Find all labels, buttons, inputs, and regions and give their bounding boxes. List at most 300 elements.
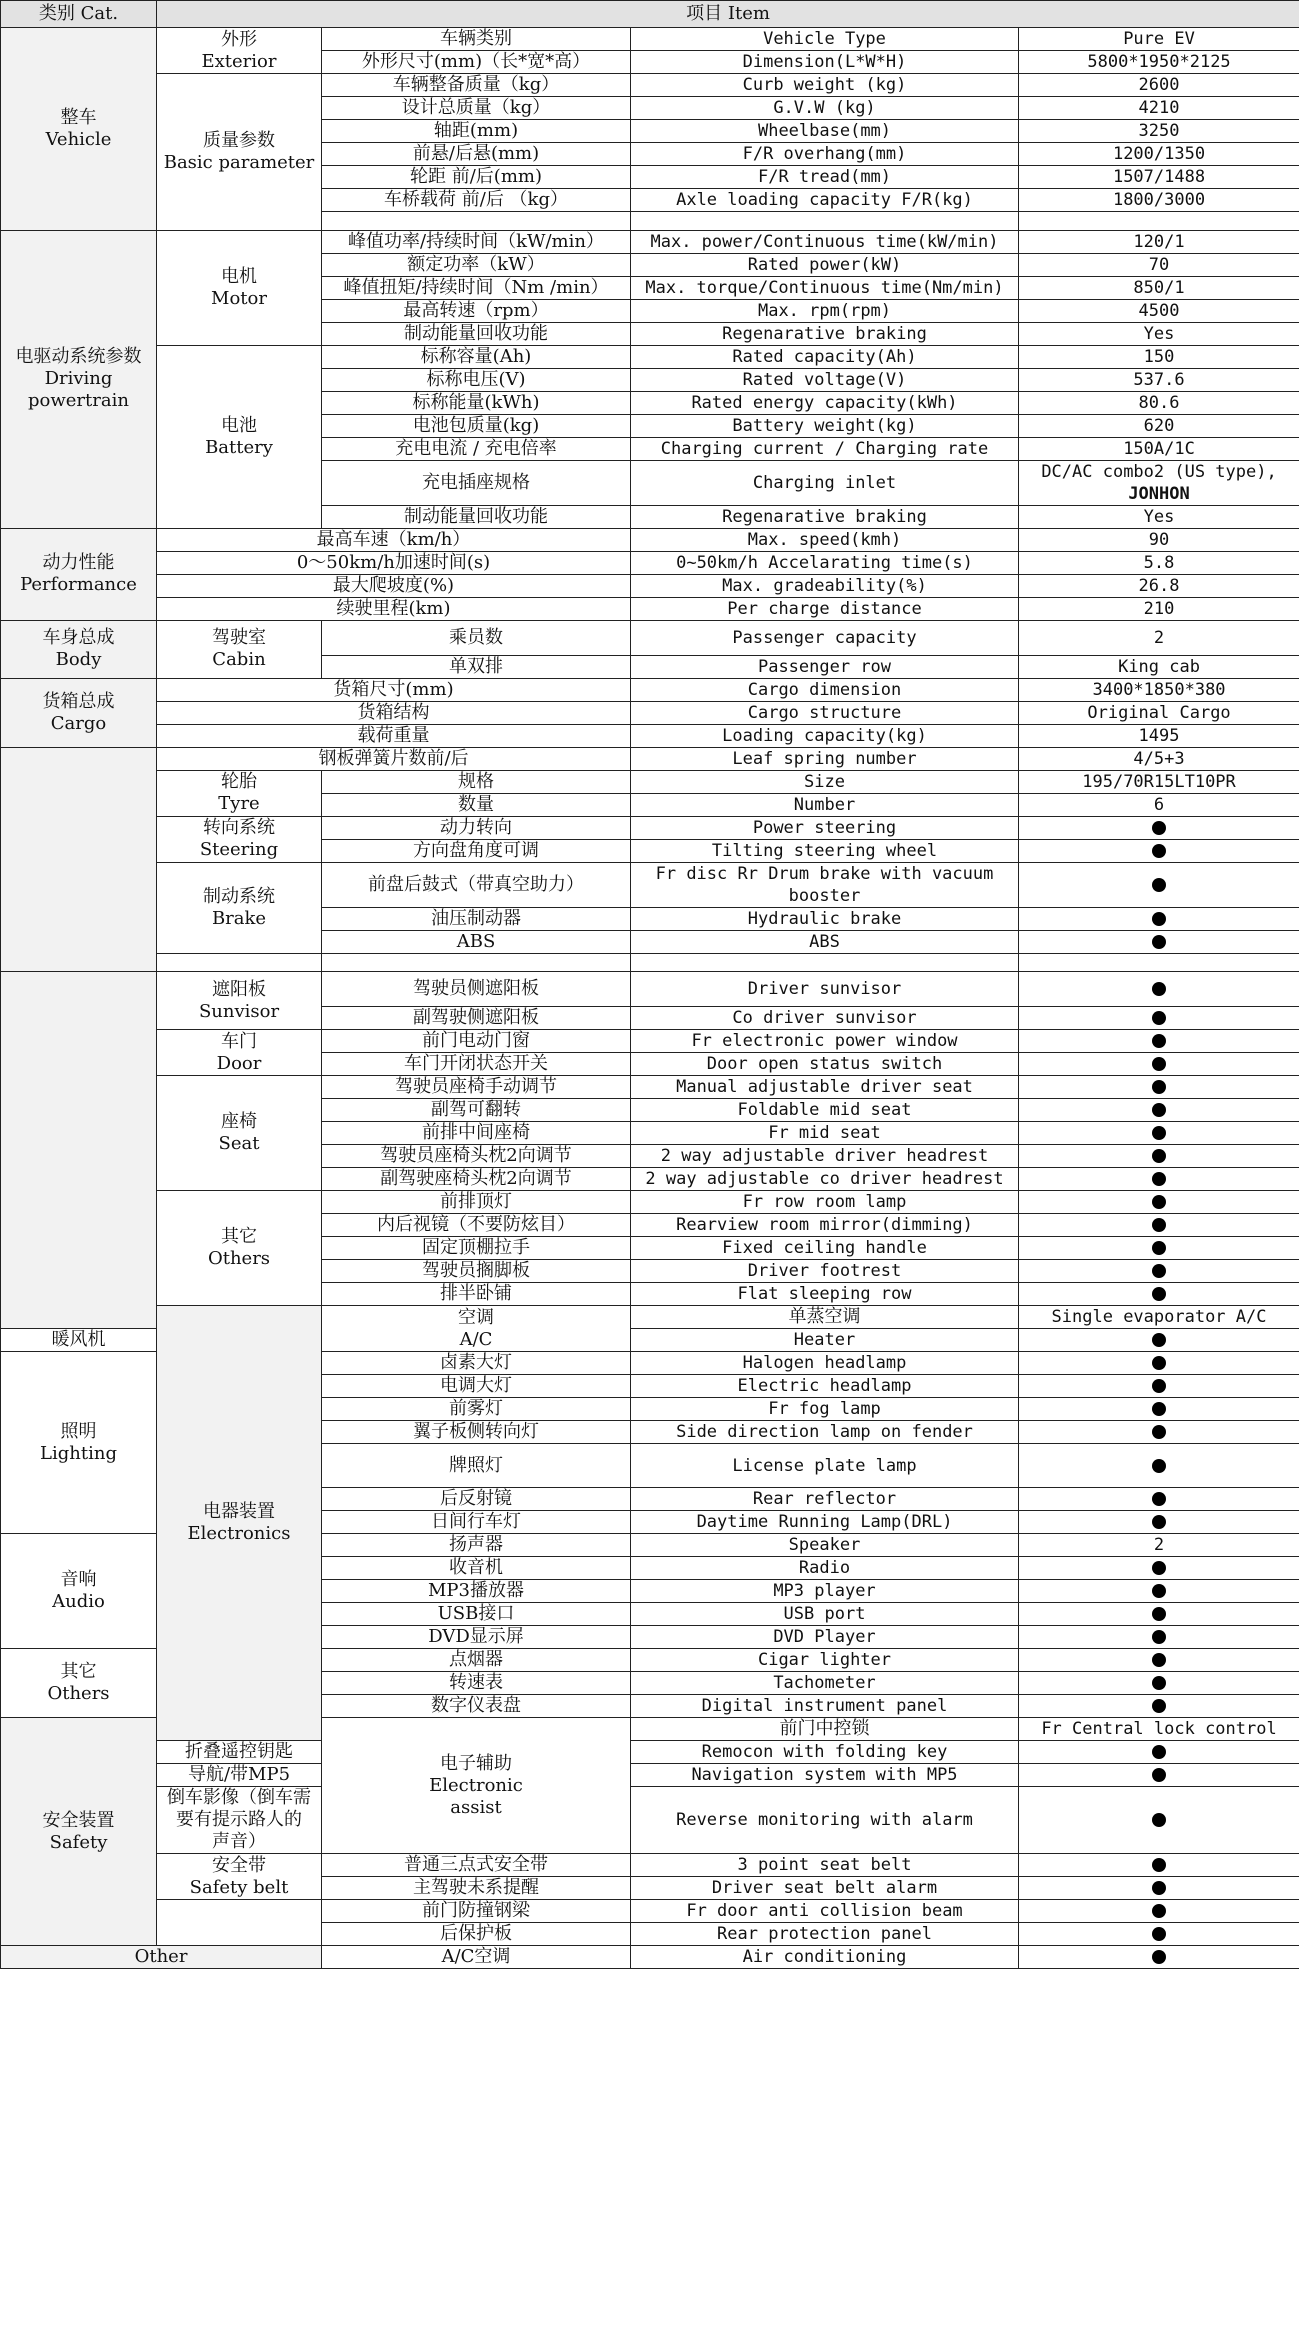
item-value: 210	[1019, 597, 1299, 620]
item-cn: 0～50km/h加速时间(s)	[157, 551, 631, 574]
filled-dot-icon	[1152, 1653, 1166, 1667]
item-value	[1019, 1923, 1299, 1946]
item-cn: 副驾驶座椅头枕2向调节	[322, 1168, 631, 1191]
item-cn: 前盘后鼓式（带真空助力）	[322, 862, 631, 907]
item-en: Rated voltage(V)	[631, 368, 1019, 391]
item-en: Size	[631, 770, 1019, 793]
item-value: 2	[1019, 620, 1299, 655]
item-en: Max. gradeability(%)	[631, 574, 1019, 597]
item-cn: 卤素大灯	[322, 1352, 631, 1375]
item-value: 26.8	[1019, 574, 1299, 597]
spec-row	[1, 74, 1299, 97]
item-en: Single evaporator A/C	[1019, 1306, 1299, 1329]
item-value: King cab	[1019, 655, 1299, 678]
spec-row	[1, 1854, 1299, 1877]
subcategory-cell: 驾驶室 Cabin	[157, 620, 322, 678]
item-value: 150A/1C	[1019, 437, 1299, 460]
item-cn: 倒车影像（倒车需要有提示路人的 声音）	[157, 1787, 322, 1854]
filled-dot-icon	[1152, 1425, 1166, 1439]
subcategory-cell: 质量参数 Basic parameter	[157, 74, 322, 231]
category-cell: 安全装置 Safety	[1, 1718, 157, 1946]
item-cn: 钢板弹簧片数前/后	[157, 747, 631, 770]
item-cn: 前排中间座椅	[322, 1122, 631, 1145]
item-value: 80.6	[1019, 391, 1299, 414]
filled-dot-icon	[1152, 1034, 1166, 1048]
item-cn	[157, 953, 322, 972]
filled-dot-icon	[1152, 1492, 1166, 1506]
spec-row	[1, 953, 1299, 972]
filled-dot-icon	[1152, 1333, 1166, 1347]
item-value	[1019, 1099, 1299, 1122]
subcategory-cell: 制动系统 Brake	[157, 862, 322, 953]
item-cn: 峰值扭矩/持续时间（Nm /min）	[322, 276, 631, 299]
item-cn: 充电电流 / 充电倍率	[322, 437, 631, 460]
item-cn: A/C空调	[322, 1946, 631, 1969]
item-value	[1019, 1580, 1299, 1603]
item-cn: 转速表	[322, 1672, 631, 1695]
item-value	[1019, 972, 1299, 1007]
item-value: 6	[1019, 793, 1299, 816]
item-en: Reverse monitoring with alarm	[631, 1787, 1019, 1854]
item-value: 3400*1850*380	[1019, 678, 1299, 701]
item-cn: 点烟器	[322, 1649, 631, 1672]
spec-row	[1, 528, 1299, 551]
filled-dot-icon	[1152, 1080, 1166, 1094]
item-cn: 固定顶棚拉手	[322, 1237, 631, 1260]
filled-dot-icon	[1152, 1584, 1166, 1598]
item-en: DVD Player	[631, 1626, 1019, 1649]
filled-dot-icon	[1152, 1676, 1166, 1690]
item-cn: 制动能量回收功能	[322, 505, 631, 528]
filled-dot-icon	[1152, 1927, 1166, 1941]
item-en: Charging inlet	[631, 460, 1019, 505]
item-value	[1019, 1603, 1299, 1626]
item-value	[1019, 1672, 1299, 1695]
item-en: Daytime Running Lamp(DRL)	[631, 1511, 1019, 1534]
item-cn: 翼子板侧转向灯	[322, 1421, 631, 1444]
subcategory-cell: 空调 A/C	[322, 1306, 631, 1352]
item-en: Rear reflector	[631, 1488, 1019, 1511]
item-value: DC/AC combo2 (US type), JONHON	[1019, 460, 1299, 505]
item-en: Passenger capacity	[631, 620, 1019, 655]
item-en: Dimension(L*W*H)	[631, 51, 1019, 74]
item-en: F/R overhang(mm)	[631, 143, 1019, 166]
item-cn: 前门中控锁	[631, 1718, 1019, 1741]
item-cn: 收音机	[322, 1557, 631, 1580]
subcategory-cell: 轮胎 Tyre	[157, 770, 322, 816]
spec-row	[1, 551, 1299, 574]
item-cn: 电调大灯	[322, 1375, 631, 1398]
item-cn: 数量	[322, 793, 631, 816]
item-en: Rear protection panel	[631, 1923, 1019, 1946]
subcategory-cell: 照明 Lighting	[1, 1352, 157, 1534]
item-en: Rated capacity(Ah)	[631, 345, 1019, 368]
item-cn: 暖风机	[1, 1329, 157, 1352]
subcategory-cell: 音响 Audio	[1, 1534, 157, 1649]
item-cn: 续驶里程(km)	[157, 597, 631, 620]
item-en: Battery weight(kg)	[631, 414, 1019, 437]
item-cn: 货箱尺寸(mm)	[157, 678, 631, 701]
spec-row	[1, 972, 1299, 1007]
item-value	[1019, 1421, 1299, 1444]
item-en: Digital instrument panel	[631, 1695, 1019, 1718]
item-value	[1019, 816, 1299, 839]
item-en: Fixed ceiling handle	[631, 1237, 1019, 1260]
item-value: 1507/1488	[1019, 166, 1299, 189]
spec-row	[1, 597, 1299, 620]
item-value	[1019, 1511, 1299, 1534]
item-en: 3 point seat belt	[631, 1854, 1019, 1877]
item-en: USB port	[631, 1603, 1019, 1626]
item-en: Fr door anti collision beam	[631, 1900, 1019, 1923]
subcategory-cell: 转向系统 Steering	[157, 816, 322, 862]
spec-row	[1, 1900, 1299, 1923]
item-value	[1019, 1764, 1299, 1787]
item-cn: 标称能量(kWh)	[322, 391, 631, 414]
item-en: MP3 player	[631, 1580, 1019, 1603]
item-en: 2 way adjustable driver headrest	[631, 1145, 1019, 1168]
filled-dot-icon	[1152, 1950, 1166, 1964]
item-en: Fr disc Rr Drum brake with vacuum booster	[631, 862, 1019, 907]
item-cn: 副驾可翻转	[322, 1099, 631, 1122]
item-value	[1019, 1352, 1299, 1375]
item-value	[1019, 1214, 1299, 1237]
filled-dot-icon	[1152, 1813, 1166, 1827]
item-cn: 标称容量(Ah)	[322, 345, 631, 368]
spec-row	[1, 1030, 1299, 1053]
item-en: Tilting steering wheel	[631, 839, 1019, 862]
item-en: ABS	[631, 930, 1019, 953]
item-en: Power steering	[631, 816, 1019, 839]
item-cn: 后保护板	[322, 1923, 631, 1946]
item-cn: 载荷重量	[157, 724, 631, 747]
filled-dot-icon	[1152, 1904, 1166, 1918]
item-en: Max. torque/Continuous time(Nm/min)	[631, 276, 1019, 299]
item-value	[1019, 1053, 1299, 1076]
item-value: Original Cargo	[1019, 701, 1299, 724]
item-en: Hydraulic brake	[631, 907, 1019, 930]
item-cn: 油压制动器	[322, 907, 631, 930]
item-cn: 前排顶灯	[322, 1191, 631, 1214]
item-en: Wheelbase(mm)	[631, 120, 1019, 143]
filled-dot-icon	[1152, 1402, 1166, 1416]
spec-row	[1, 1076, 1299, 1099]
subcategory-cell: 其它 Others	[1, 1649, 157, 1718]
item-cn: 导航/带MP5	[157, 1764, 322, 1787]
filled-dot-icon	[1152, 1745, 1166, 1759]
item-value	[1019, 930, 1299, 953]
item-value	[1019, 1260, 1299, 1283]
spec-row	[1, 678, 1299, 701]
filled-dot-icon	[1152, 1103, 1166, 1117]
item-cn: 普通三点式安全带	[322, 1854, 631, 1877]
item-value	[1019, 1030, 1299, 1053]
item-value: 4500	[1019, 299, 1299, 322]
item-value	[1019, 1122, 1299, 1145]
item-cn: 牌照灯	[322, 1444, 631, 1488]
item-cn: 前门电动门窗	[322, 1030, 631, 1053]
category-cell: 货箱总成 Cargo	[1, 678, 157, 747]
item-cn: 轮距 前/后(mm)	[322, 166, 631, 189]
item-value: 537.6	[1019, 368, 1299, 391]
item-cn: 标称电压(V)	[322, 368, 631, 391]
item-cn: 设计总质量（kg）	[322, 97, 631, 120]
filled-dot-icon	[1152, 1379, 1166, 1393]
item-value	[1019, 1946, 1299, 1969]
item-en: Manual adjustable driver seat	[631, 1076, 1019, 1099]
item-value	[1019, 1877, 1299, 1900]
item-en: Rearview room mirror(dimming)	[631, 1214, 1019, 1237]
item-cn: 最高转速（rpm）	[322, 299, 631, 322]
item-cn: 制动能量回收功能	[322, 322, 631, 345]
spec-row	[1, 620, 1299, 655]
item-en: Halogen headlamp	[631, 1352, 1019, 1375]
item-cn: 车辆整备质量（kg）	[322, 74, 631, 97]
spec-row	[1, 862, 1299, 907]
spec-row	[1, 724, 1299, 747]
item-value: 1800/3000	[1019, 189, 1299, 212]
spec-row	[1, 1741, 1299, 1764]
item-value	[1019, 1695, 1299, 1718]
item-cn: 数字仪表盘	[322, 1695, 631, 1718]
item-en: G.V.W (kg)	[631, 97, 1019, 120]
item-value	[1019, 1191, 1299, 1214]
category-cell	[1, 972, 157, 1329]
filled-dot-icon	[1152, 1768, 1166, 1782]
item-cn: 驾驶员搁脚板	[322, 1260, 631, 1283]
item-value: 850/1	[1019, 276, 1299, 299]
item-value: 70	[1019, 253, 1299, 276]
item-en: Driver seat belt alarm	[631, 1877, 1019, 1900]
filled-dot-icon	[1152, 912, 1166, 926]
item-value: 150	[1019, 345, 1299, 368]
item-value: 1495	[1019, 724, 1299, 747]
item-en: Air conditioning	[631, 1946, 1019, 1969]
spec-row	[1, 747, 1299, 770]
item-value	[1019, 1007, 1299, 1030]
item-value	[1019, 862, 1299, 907]
header-row	[1, 1, 1299, 28]
item-cn: 车辆类别	[322, 28, 631, 51]
item-en: License plate lamp	[631, 1444, 1019, 1488]
item-cn: 额定功率（kW）	[322, 253, 631, 276]
item-cn: ABS	[322, 930, 631, 953]
filled-dot-icon	[1152, 1459, 1166, 1473]
item-value	[1019, 1398, 1299, 1421]
item-cn: 外形尺寸(mm)（长*宽*高）	[322, 51, 631, 74]
item-cn: MP3播放器	[322, 1580, 631, 1603]
item-value: 620	[1019, 414, 1299, 437]
filled-dot-icon	[1152, 1172, 1166, 1186]
item-en: Fr mid seat	[631, 1122, 1019, 1145]
item-value	[1019, 1237, 1299, 1260]
item-en: Per charge distance	[631, 597, 1019, 620]
item-value	[1019, 1076, 1299, 1099]
item-value: Yes	[1019, 505, 1299, 528]
filled-dot-icon	[1152, 1561, 1166, 1575]
subcategory-cell	[157, 1900, 322, 1946]
item-en: Electric headlamp	[631, 1375, 1019, 1398]
item-value	[1019, 212, 1299, 231]
subcategory-cell: 遮阳板 Sunvisor	[157, 972, 322, 1030]
spec-body	[1, 28, 1299, 1969]
item-value	[1019, 1557, 1299, 1580]
item-en	[322, 953, 631, 972]
subcategory-cell: 电子辅助 Electronic assist	[322, 1718, 631, 1854]
filled-dot-icon	[1152, 1241, 1166, 1255]
item-en: Rated power(kW)	[631, 253, 1019, 276]
item-cn: 日间行车灯	[322, 1511, 631, 1534]
category-cell: 电器装置 Electronics	[157, 1306, 322, 1741]
item-en: Fr row room lamp	[631, 1191, 1019, 1214]
item-value: 3250	[1019, 120, 1299, 143]
item-cn: 轴距(mm)	[322, 120, 631, 143]
subcategory-cell: 电机 Motor	[157, 230, 322, 345]
item-cn: 电池包质量(kg)	[322, 414, 631, 437]
item-en: Charging current / Charging rate	[631, 437, 1019, 460]
item-en: Rated energy capacity(kWh)	[631, 391, 1019, 414]
item-value	[1019, 1787, 1299, 1854]
header-category: 类别 Cat.	[1, 1, 157, 28]
category-cell: 电驱动系统参数 Driving powertrain	[1, 230, 157, 528]
filled-dot-icon	[1152, 1356, 1166, 1370]
item-cn: 排半卧铺	[322, 1283, 631, 1306]
item-value: 90	[1019, 528, 1299, 551]
filled-dot-icon	[1152, 1699, 1166, 1713]
item-cn: USB接口	[322, 1603, 631, 1626]
item-value: 120/1	[1019, 230, 1299, 253]
item-en: Regenarative braking	[631, 322, 1019, 345]
item-en: Regenarative braking	[631, 505, 1019, 528]
item-value	[1019, 839, 1299, 862]
filled-dot-icon	[1152, 1218, 1166, 1232]
item-value: 4210	[1019, 97, 1299, 120]
item-en: 2 way adjustable co driver headrest	[631, 1168, 1019, 1191]
filled-dot-icon	[1152, 1858, 1166, 1872]
category-cell: 动力性能 Performance	[1, 528, 157, 620]
spec-row	[1, 816, 1299, 839]
filled-dot-icon	[1152, 1149, 1166, 1163]
item-cn: 副驾驶侧遮阳板	[322, 1007, 631, 1030]
spec-row	[1, 701, 1299, 724]
spec-row	[1, 1764, 1299, 1787]
category-cell: 车身总成 Body	[1, 620, 157, 678]
item-en: Cigar lighter	[631, 1649, 1019, 1672]
filled-dot-icon	[1152, 982, 1166, 996]
category-cell: 整车 Vehicle	[1, 28, 157, 231]
item-value	[1019, 1741, 1299, 1764]
spec-row	[1, 574, 1299, 597]
item-cn: 充电插座规格	[322, 460, 631, 505]
item-cn: 货箱结构	[157, 701, 631, 724]
item-cn: 乘员数	[322, 620, 631, 655]
item-cn: 驾驶员侧遮阳板	[322, 972, 631, 1007]
item-value	[1019, 907, 1299, 930]
spec-row	[1, 1191, 1299, 1214]
item-en: Curb weight (kg)	[631, 74, 1019, 97]
item-value: Yes	[1019, 322, 1299, 345]
filled-dot-icon	[1152, 1195, 1166, 1209]
category-cell	[1, 747, 157, 972]
item-en: Max. speed(kmh)	[631, 528, 1019, 551]
item-en: Max. power/Continuous time(kW/min)	[631, 230, 1019, 253]
item-cn: 前悬/后悬(mm)	[322, 143, 631, 166]
item-value: 5.8	[1019, 551, 1299, 574]
item-en: F/R tread(mm)	[631, 166, 1019, 189]
item-cn: 车桥载荷 前/后 （kg）	[322, 189, 631, 212]
subcategory-cell: 安全带 Safety belt	[157, 1854, 322, 1900]
item-value: 1200/1350	[1019, 143, 1299, 166]
item-cn: 单双排	[322, 655, 631, 678]
item-en: 0~50km/h Accelarating time(s)	[631, 551, 1019, 574]
item-en: Passenger row	[631, 655, 1019, 678]
item-en: Loading capacity(kg)	[631, 724, 1019, 747]
item-en: Co driver sunvisor	[631, 1007, 1019, 1030]
item-value: 5800*1950*2125	[1019, 51, 1299, 74]
filled-dot-icon	[1152, 821, 1166, 835]
item-value	[1019, 1649, 1299, 1672]
item-cn: DVD显示屏	[322, 1626, 631, 1649]
item-en: Fr fog lamp	[631, 1398, 1019, 1421]
item-en: Side direction lamp on fender	[631, 1421, 1019, 1444]
item-value	[1019, 1444, 1299, 1488]
item-value	[1019, 1900, 1299, 1923]
item-en: Remocon with folding key	[631, 1741, 1019, 1764]
item-value	[1019, 1283, 1299, 1306]
subcategory-cell: 车门 Door	[157, 1030, 322, 1076]
item-value	[1019, 1854, 1299, 1877]
header-item: 项目 Item	[157, 1, 1299, 28]
item-en: Heater	[631, 1329, 1019, 1352]
spec-row	[1, 1946, 1299, 1969]
filled-dot-icon	[1152, 1515, 1166, 1529]
item-en: Cargo dimension	[631, 678, 1019, 701]
filled-dot-icon	[1152, 1264, 1166, 1278]
item-cn: 动力转向	[322, 816, 631, 839]
item-value	[1019, 1145, 1299, 1168]
spec-row	[1, 230, 1299, 253]
item-en: Axle loading capacity F/R(kg)	[631, 189, 1019, 212]
item-value	[631, 953, 1019, 972]
item-cn: 主驾驶未系提醒	[322, 1877, 631, 1900]
spec-row	[1, 345, 1299, 368]
item-en: Fr Central lock control	[1019, 1718, 1299, 1741]
item-cn: 方向盘角度可调	[322, 839, 631, 862]
item-value: 4/5+3	[1019, 747, 1299, 770]
filled-dot-icon	[1152, 935, 1166, 949]
item-en: Speaker	[631, 1534, 1019, 1557]
item-en: Cargo structure	[631, 701, 1019, 724]
subcategory-cell: 其它 Others	[157, 1191, 322, 1306]
item-en: Number	[631, 793, 1019, 816]
item-en: Flat sleeping row	[631, 1283, 1019, 1306]
item-cn: 规格	[322, 770, 631, 793]
item-en: Fr electronic power window	[631, 1030, 1019, 1053]
item-en: Max. rpm(rpm)	[631, 299, 1019, 322]
subcategory-cell: 外形 Exterior	[157, 28, 322, 74]
item-cn: 最高车速（km/h）	[157, 528, 631, 551]
spec-row	[1, 28, 1299, 51]
item-cn: 峰值功率/持续时间（kW/min）	[322, 230, 631, 253]
item-value	[1019, 1626, 1299, 1649]
item-cn: 后反射镜	[322, 1488, 631, 1511]
item-value: 195/70R15LT10PR	[1019, 770, 1299, 793]
subcategory-cell: 电池 Battery	[157, 345, 322, 528]
item-cn: 前雾灯	[322, 1398, 631, 1421]
item-cn: 前门防撞钢梁	[322, 1900, 631, 1923]
item-value	[1019, 1329, 1299, 1352]
filled-dot-icon	[1152, 1881, 1166, 1895]
